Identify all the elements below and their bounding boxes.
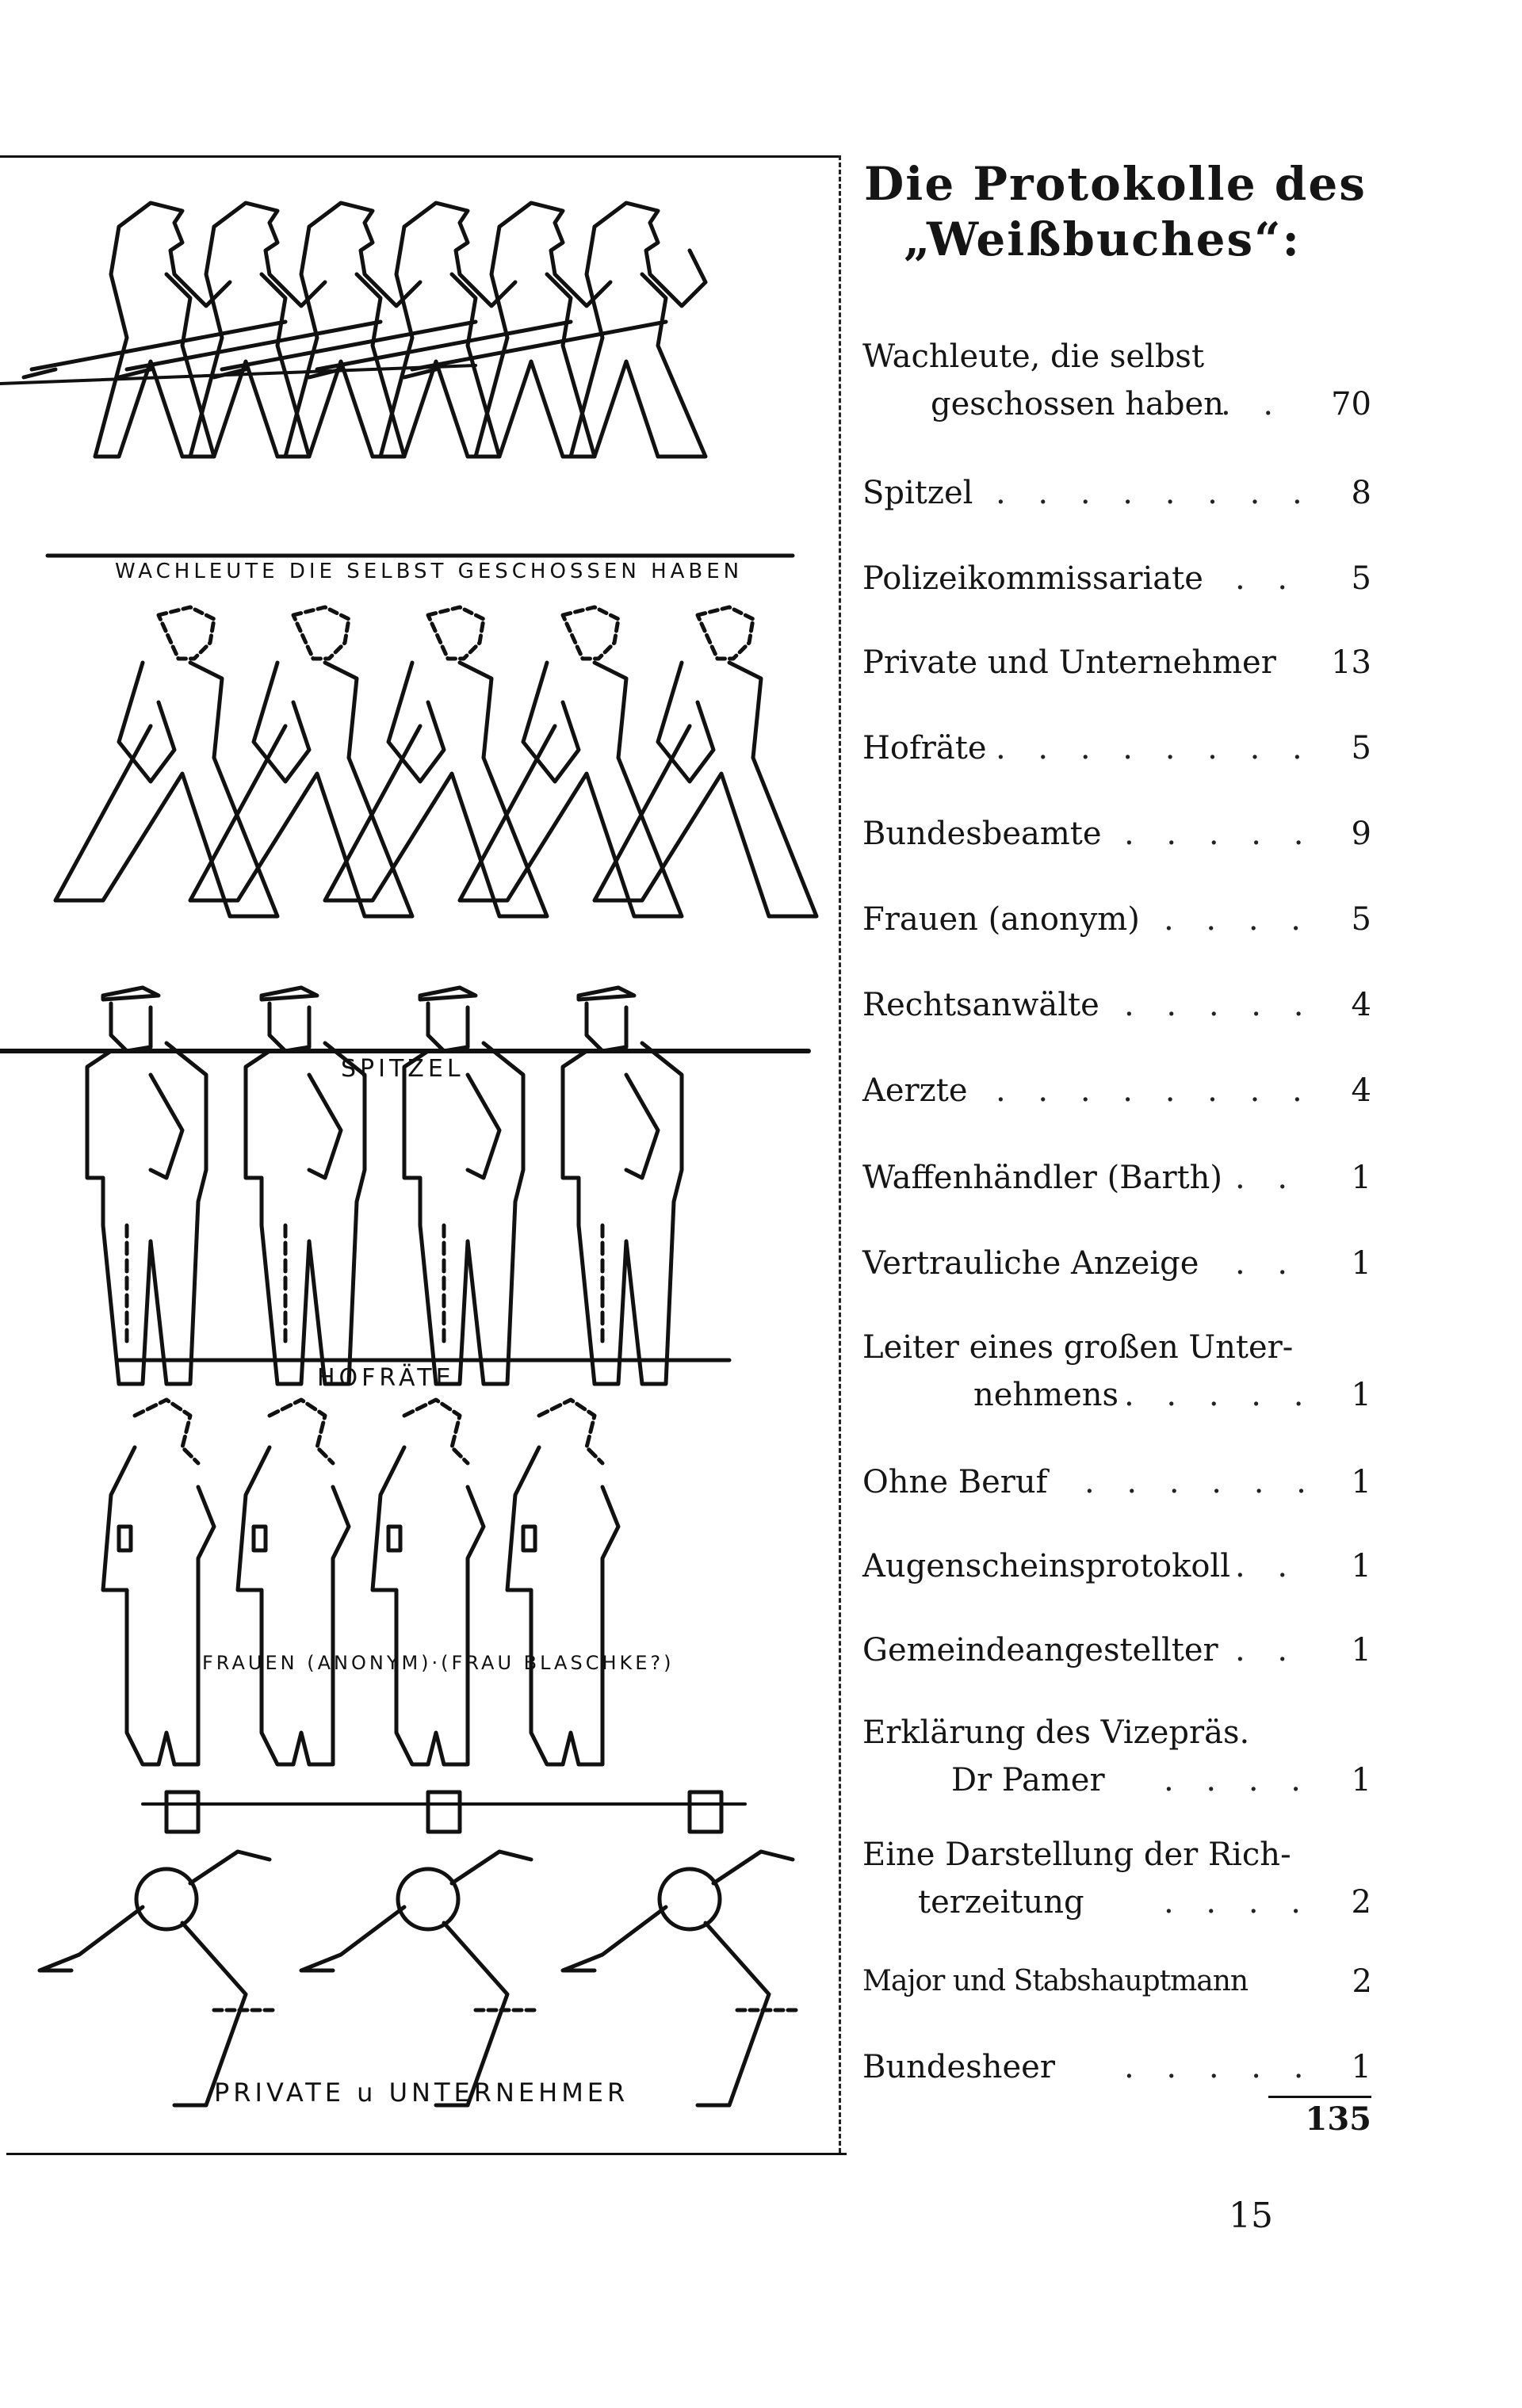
row-count: 1 <box>1351 1464 1371 1500</box>
leader-dots: . . . . . <box>1124 2049 1315 2085</box>
leader-dots: . . . . . . . . <box>996 1072 1314 1109</box>
row-count: 1 <box>1351 1762 1371 1798</box>
table-row <box>862 2043 1371 2091</box>
leader-dots: . . . . . <box>1124 816 1315 852</box>
row-count: 4 <box>1351 987 1371 1023</box>
row-name: Ohne Beruf <box>862 1464 1048 1500</box>
row-name: Bundesheer <box>862 2049 1055 2085</box>
table-row <box>862 1958 1371 2005</box>
row-name-continued: terzeitung <box>918 1884 1084 1921</box>
row-name: Bundesbeamte <box>862 816 1102 852</box>
row-name: Gemeindeangestellter <box>862 1632 1218 1668</box>
table-title-line1: Die Protokolle des <box>864 157 1367 211</box>
table-row <box>862 981 1371 1029</box>
row-name: Leiter eines großen Unter- <box>862 1329 1294 1366</box>
illustration-column <box>0 155 847 2153</box>
table-row <box>862 1240 1371 1287</box>
frame-bottom-rule <box>6 2153 847 2155</box>
row-count: 1 <box>1351 1377 1371 1413</box>
table-row <box>862 724 1371 772</box>
table-row <box>862 555 1371 602</box>
row-count: 1 <box>1351 1160 1371 1196</box>
leader-dots: . . <box>1235 560 1299 597</box>
row-count: 9 <box>1351 816 1371 852</box>
row-count: 5 <box>1351 560 1371 597</box>
row-name-continued: geschossen haben <box>931 386 1224 422</box>
table-row <box>862 1542 1371 1590</box>
table-row <box>862 1831 1371 1926</box>
row-name: Major und Stabshauptmann <box>862 1965 1249 1997</box>
row-name-continued: nehmens <box>973 1377 1119 1413</box>
row-count: 2 <box>1351 1884 1371 1921</box>
row-count: 1 <box>1351 1548 1371 1584</box>
leader-dots: . . . . <box>1164 1884 1313 1921</box>
table-row <box>862 1709 1371 1804</box>
panel-frauen <box>95 1384 809 1836</box>
leader-dots: . . . . . . . . <box>996 475 1314 511</box>
leader-dots: . . <box>1235 1160 1299 1196</box>
table-row <box>862 1324 1371 1419</box>
row-name: Augenscheinsprotokoll <box>862 1548 1231 1584</box>
table-row <box>862 333 1371 428</box>
leader-dots: . . . . <box>1164 901 1313 938</box>
row-count: 5 <box>1351 730 1371 766</box>
row-count: 1 <box>1351 1632 1371 1668</box>
leader-dots: . . <box>1235 1632 1299 1668</box>
table-row <box>862 896 1371 943</box>
row-name: Private und Unternehmer <box>862 644 1276 681</box>
row-name: Waffenhändler (Barth) <box>862 1160 1223 1196</box>
panel-hofraete <box>79 972 809 1424</box>
panel-label-hofraete: HOFRÄTE <box>317 1364 455 1392</box>
row-name: Frauen (anonym) <box>862 901 1140 938</box>
sum-rule <box>1268 2096 1371 2098</box>
officials-drawing <box>79 972 809 1424</box>
row-name-continued: Dr Pamer <box>951 1762 1105 1798</box>
leader-dots: . . <box>1235 1548 1299 1584</box>
leader-dots: . . . . . <box>1124 987 1315 1023</box>
row-name: Wachleute, die selbst <box>862 338 1205 375</box>
row-count: 4 <box>1351 1072 1371 1109</box>
row-count: 5 <box>1351 901 1371 938</box>
row-count: 70 <box>1331 386 1371 422</box>
panel-label-private: PRIVATE u UNTERNEHMER <box>214 2077 629 2108</box>
row-count: 1 <box>1351 1245 1371 1282</box>
panel-label-wachleute: WACHLEUTE DIE SELBST GESCHOSSEN HABEN <box>115 560 744 583</box>
leader-dots: . . <box>1221 386 1285 422</box>
row-count: 1 <box>1351 2049 1371 2085</box>
row-name: Hofräte <box>862 730 987 766</box>
page-number: 15 <box>1229 2196 1273 2236</box>
panel-label-frauen: FRAUEN (ANONYM)·(FRAU BLASCHKE?) <box>202 1652 675 1674</box>
row-count: 8 <box>1351 475 1371 511</box>
leader-dots: . . . . <box>1164 1762 1313 1798</box>
women-drawing <box>95 1384 809 1836</box>
row-name: Eine Darstellung der Rich- <box>862 1837 1291 1873</box>
table-title-line2: „Weißbuches“: <box>904 212 1301 266</box>
table-row <box>862 1626 1371 1674</box>
leader-dots: . . . . . <box>1124 1377 1315 1413</box>
row-count: 13 <box>1331 644 1371 681</box>
leader-dots: . . . . . . . . <box>996 730 1314 766</box>
table-row <box>862 1458 1371 1506</box>
row-name: Rechtsanwälte <box>862 987 1099 1023</box>
table-row <box>862 639 1371 686</box>
panel-label-spitzel: SPITZEL <box>341 1055 465 1083</box>
table-row <box>862 469 1371 517</box>
panel-wachleute <box>0 155 839 599</box>
table-row <box>862 1067 1371 1114</box>
leader-dots: . . . . . . <box>1084 1464 1317 1500</box>
row-name: Erklärung des Vizepräs. <box>862 1714 1250 1751</box>
table-row <box>862 1154 1371 1202</box>
marching-guards-drawing <box>0 155 839 599</box>
row-name: Polizeikommissariate <box>862 560 1203 597</box>
leader-dots: . . <box>1235 1245 1299 1282</box>
row-name: Spitzel <box>862 475 973 511</box>
table-row <box>862 810 1371 858</box>
row-name: Vertrauliche Anzeige <box>862 1245 1199 1282</box>
row-count: 2 <box>1352 1963 1371 2000</box>
row-name: Aerzte <box>862 1072 968 1109</box>
table-total: 135 <box>1305 2100 1371 2138</box>
